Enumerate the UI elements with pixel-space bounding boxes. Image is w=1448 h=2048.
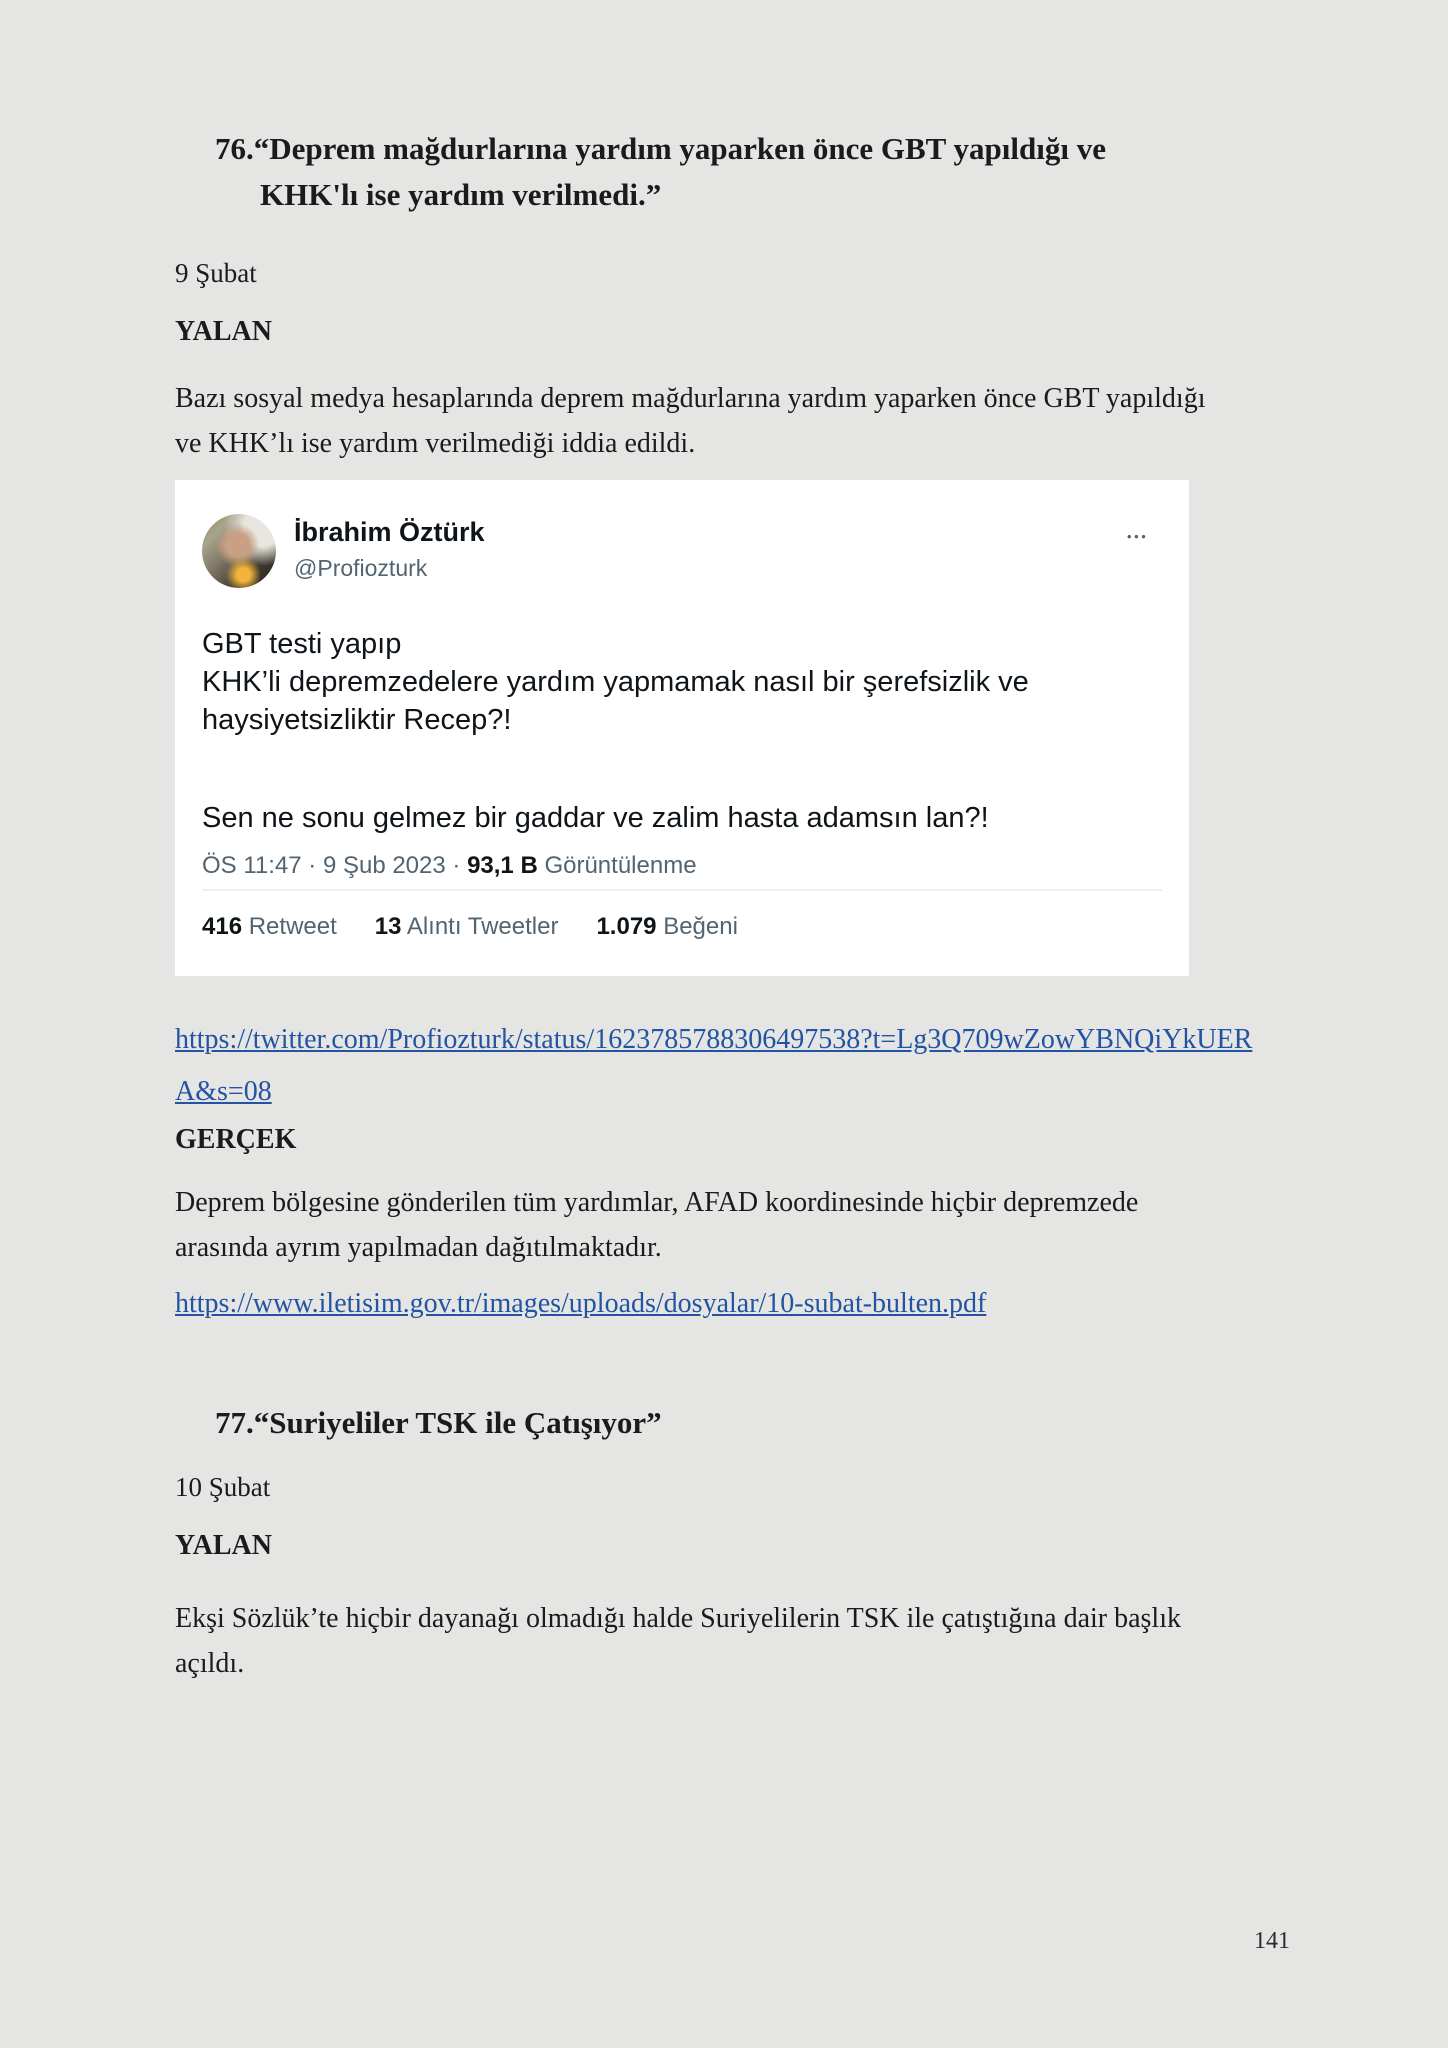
- tweet-divider: [202, 889, 1162, 891]
- tweet-screenshot: [175, 480, 1189, 976]
- tweet-text-line1: GBT testi yapıp: [202, 628, 402, 660]
- retweet-count: 416: [202, 913, 243, 940]
- tweet-handle: @Profiozturk: [294, 555, 428, 581]
- claim-76-fact-label: GERÇEK: [175, 1124, 297, 1155]
- page-content: [175, 0, 1270, 1686]
- retweet-stat[interactable]: [202, 913, 337, 941]
- quote-tweets-label: Alıntı Tweetler: [406, 913, 559, 940]
- claim-77-date: 10 Şubat: [175, 1472, 271, 1502]
- likes-count: 1.079: [596, 913, 657, 940]
- tweet-text-line2: KHK’li depremzedelere yardım yapmamak nasıl bir şerefsizlik ve haysiyetsizliktir Recep?!: [202, 666, 1029, 736]
- tweet-text-paragraph-2: Sen ne sonu gelmez bir gaddar ve zalim hasta adamsın lan?!: [202, 802, 989, 834]
- tweet-display-name: İbrahim Öztürk: [294, 517, 485, 547]
- quote-tweets-stat[interactable]: [375, 913, 559, 941]
- claim-76-heading: [215, 126, 1270, 218]
- claim-77-verdict-label: YALAN: [175, 1530, 272, 1561]
- tweet-stats-row: [202, 913, 1162, 941]
- claim-76-fact-paragraph: Deprem bölgesine gönderilen tüm yardımlar, AFAD koordinesinde hiçbir depremzede arasında ayrım yapılmadan dağıtılmaktadır.: [175, 1187, 1139, 1263]
- page-number: 141: [1254, 1928, 1290, 1954]
- tweet-views-count: 93,1 B: [467, 852, 538, 879]
- claim-77-paragraph: Ekşi Sözlük’te hiçbir dayanağı olmadığı halde Suriyelilerin TSK ile çatıştığına dair başlık açıldı.: [175, 1603, 1181, 1679]
- tweet-source-link[interactable]: https://twitter.com/Profiozturk/status/1623785788306497538?t=Lg3Q709wZowYBNQiYkUERA&s=08: [175, 1024, 1253, 1107]
- likes-label: Beğeni: [663, 913, 738, 940]
- tweet-body: [202, 625, 1162, 837]
- claim-77-title: “Suriyeliler TSK ile Çatışıyor”: [253, 1405, 662, 1440]
- tweet-views-label: Görüntülenme: [537, 852, 697, 879]
- claim-76-title-line1: “Deprem mağdurlarına yardım yaparken önce GBT yapıldığı ve: [253, 131, 1106, 166]
- claim-76-title-line2: KHK'lı ise yardım verilmedi.”: [260, 177, 662, 212]
- tweet-header: [202, 480, 1162, 588]
- avatar: [202, 514, 276, 588]
- more-icon[interactable]: ●●●: [1126, 531, 1149, 542]
- official-source-link[interactable]: https://www.iletisim.gov.tr/images/uploads/dosyalar/10-subat-bulten.pdf: [175, 1288, 987, 1319]
- retweet-label: Retweet: [248, 913, 337, 940]
- claim-76-verdict-label: YALAN: [175, 316, 272, 347]
- tweet-time-text: ÖS 11:47 · 9 Şub 2023 ·: [202, 852, 468, 879]
- claim-77-heading: [215, 1400, 1270, 1446]
- tweet-identity: [294, 514, 485, 582]
- quote-tweets-count: 13: [374, 913, 402, 940]
- claim-76-paragraph: Bazı sosyal medya hesaplarında deprem mağdurlarına yardım yaparken önce GBT yapıldığı ve KHK’lı ise yardım verilmediği iddia edildi.: [175, 383, 1206, 459]
- tweet-text-paragraph-1: [202, 625, 1162, 739]
- claim-76-date: 9 Şubat: [175, 258, 257, 288]
- claim-76-number: 76.: [215, 131, 254, 166]
- claim-77-number: 77.: [215, 1405, 254, 1440]
- likes-stat[interactable]: [596, 913, 737, 941]
- tweet-timestamp: [202, 849, 1162, 883]
